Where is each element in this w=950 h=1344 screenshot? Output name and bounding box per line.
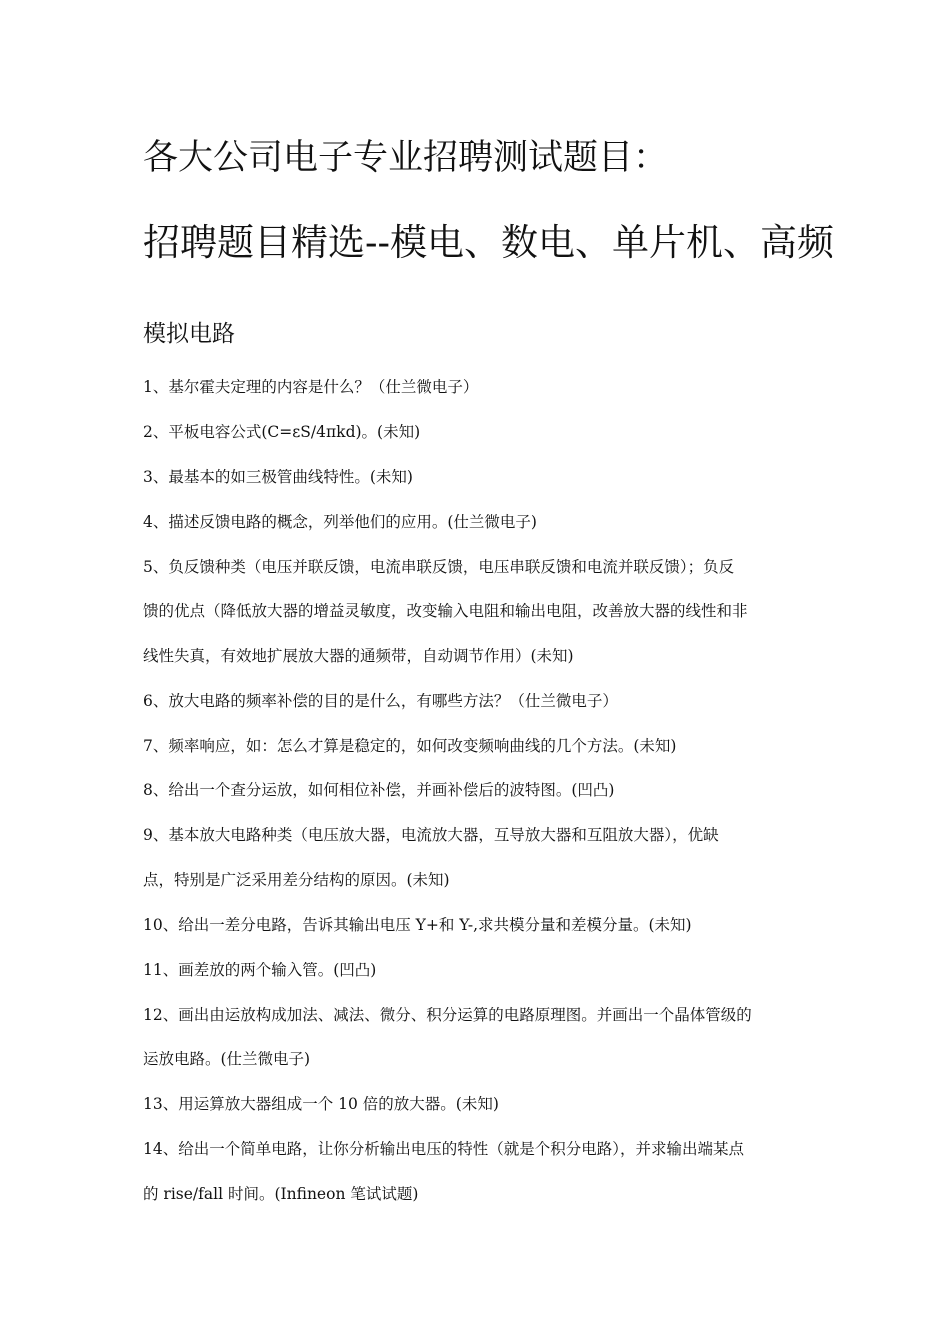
question-line: 线性失真，有效地扩展放大器的通频带，自动调节作用）(未知)	[143, 647, 574, 665]
question-line: 的 rise/fall 时间。(Infineon 笔试试题)	[143, 1185, 419, 1203]
question-line: 12、画出由运放构成加法、减法、微分、积分运算的电路原理图。并画出一个晶体管级的	[143, 1006, 752, 1024]
question-line: 9、基本放大电路种类（电压放大器，电流放大器，互导放大器和互阻放大器），优缺	[143, 826, 719, 844]
question-line: 点，特别是广泛采用差分结构的原因。(未知)	[143, 871, 450, 889]
question-line: 3、最基本的如三极管曲线特性。(未知)	[143, 468, 413, 486]
question-line: 5、负反馈种类（电压并联反馈，电流串联反馈，电压串联反馈和电流并联反馈）；负反	[143, 558, 735, 576]
section-heading: 模拟电路	[143, 321, 235, 347]
question-line: 6、放大电路的频率补偿的目的是什么，有哪些方法？（仕兰微电子）	[143, 692, 618, 710]
document-title: 各大公司电子专业招聘测试题目：	[143, 138, 669, 178]
question-line: 4、描述反馈电路的概念，列举他们的应用。(仕兰微电子)	[143, 513, 537, 531]
question-line: 10、给出一差分电路，告诉其输出电压 Y+和 Y-,求共模分量和差模分量。(未知)	[143, 916, 692, 934]
question-line: 馈的优点（降低放大器的增益灵敏度，改变输入电阻和输出电阻，改善放大器的线性和非	[143, 602, 748, 620]
question-line: 运放电路。(仕兰微电子)	[143, 1050, 311, 1068]
question-line: 8、给出一个查分运放，如何相位补偿，并画补偿后的波特图。(凹凸)	[143, 781, 615, 799]
question-line: 14、给出一个简单电路，让你分析输出电压的特性（就是个积分电路），并求输出端某点	[143, 1140, 744, 1158]
question-line: 11、画差放的两个输入管。(凹凸)	[143, 961, 377, 979]
document-subtitle: 招聘题目精选--模电、数电、单片机、高频	[143, 221, 835, 264]
question-line: 13、用运算放大器组成一个 10 倍的放大器。(未知)	[143, 1095, 499, 1113]
question-line: 2、平板电容公式(C=εS/4πkd)。(未知)	[143, 423, 421, 441]
question-line: 7、频率响应，如：怎么才算是稳定的，如何改变频响曲线的几个方法。(未知)	[143, 737, 677, 755]
question-line: 1、基尔霍夫定理的内容是什么？（仕兰微电子）	[143, 378, 479, 396]
